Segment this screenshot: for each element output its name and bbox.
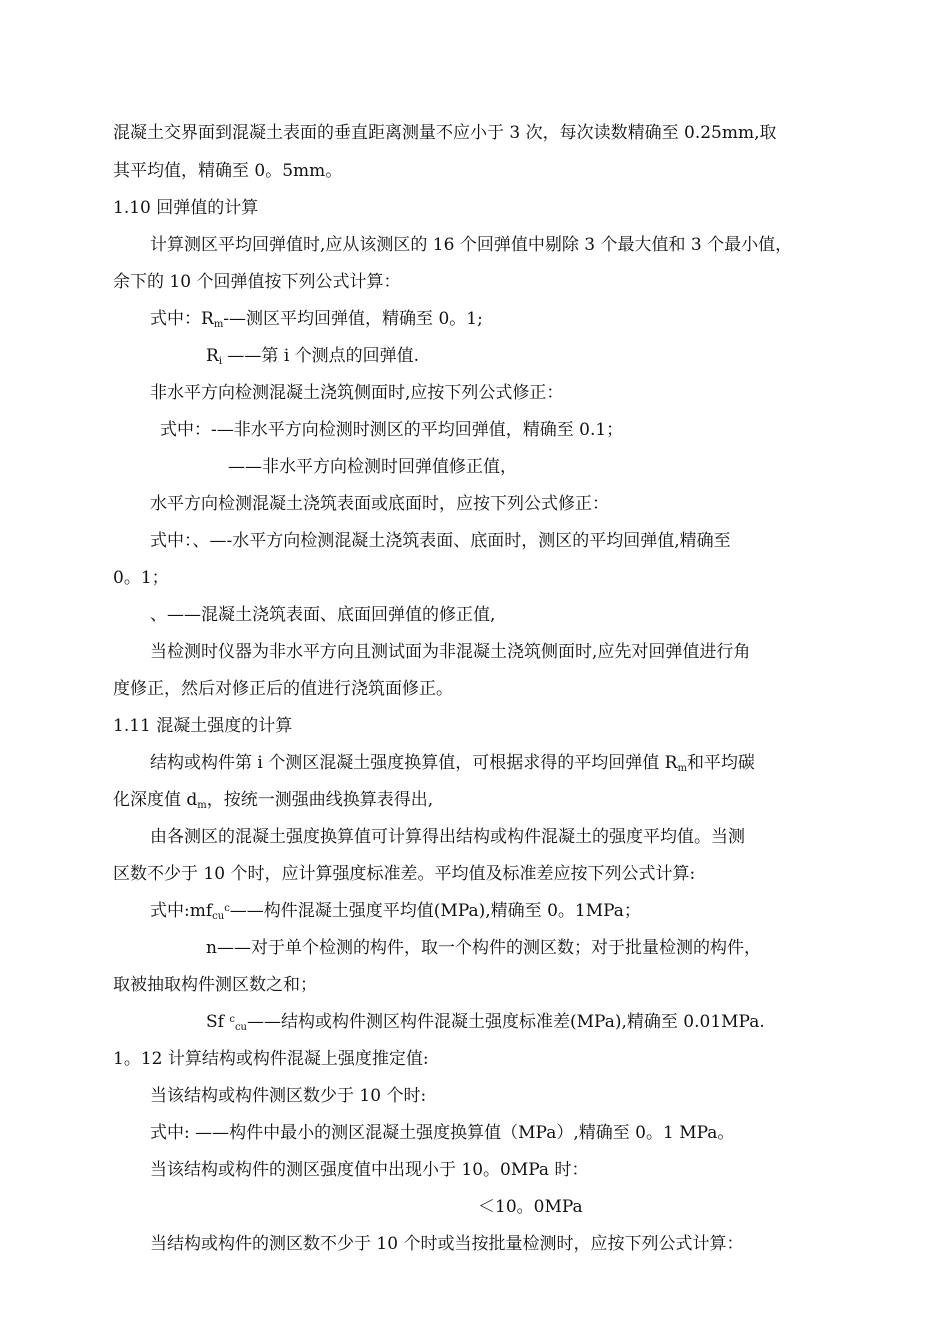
text: 结构或构件第 i 个测区混凝土强度换算值，可根据求得的平均回弹值 R <box>150 753 678 773</box>
where-clause-line: 0。1； <box>113 568 169 588</box>
text: Sf <box>206 1012 230 1032</box>
text: 式中:mf <box>150 901 213 921</box>
superscript: c <box>224 903 230 914</box>
text: ——构件混凝土强度平均值(MPa),精确至 0。1MPa； <box>229 901 641 921</box>
paragraph-line: 由各测区的混凝土强度换算值可计算得出结构或构件混凝土的强度平均值。当测 <box>150 827 745 847</box>
subscript: cu <box>234 1022 247 1033</box>
text: 和平均碳 <box>686 753 755 773</box>
text: -—测区平均回弹值，精确至 0。1; <box>223 309 483 329</box>
where-clause-line: ——非水平方向检测时回弹值修正值， <box>228 457 517 477</box>
paragraph-line <box>150 755 755 775</box>
text: R <box>206 346 219 366</box>
subscript: m <box>197 800 207 811</box>
paragraph-line: 当该结构或构件测区数少于 10 个时: <box>150 1086 427 1106</box>
paragraph-line: 度修正，然后对修正后的值进行浇筑面修正。 <box>113 679 453 699</box>
text: ，按统一测强曲线换算表得出, <box>206 790 434 810</box>
subscript: m <box>213 319 224 330</box>
text: 化深度值 d <box>113 790 198 810</box>
section-heading-1-10: 1.10 回弹值的计算 <box>113 198 259 218</box>
where-clause-line: 式中：、—-水平方向检测混凝土浇筑表面、底面时，测区的平均回弹值,精确至 <box>150 531 731 551</box>
where-clause-line: 取被抽取构件测区数之和； <box>113 975 317 995</box>
formula-line: ＜10。0MPa <box>478 1197 583 1217</box>
where-clause-line <box>206 1014 765 1034</box>
text: ——第 i 个测点的回弹值. <box>222 346 420 366</box>
section-heading-1-11: 1.11 混凝土强度的计算 <box>113 716 293 736</box>
text: ——结构或构件测区构件混凝土强度标准差(MPa),精确至 0.01MPa. <box>247 1012 765 1032</box>
paragraph-line: 计算测区平均回弹值时,应从该测区的 16 个回弹值中剔除 3 个最大值和 3 个最小值， <box>150 235 793 255</box>
where-clause-line <box>206 348 419 368</box>
subscript: m <box>677 763 687 774</box>
paragraph-line: 当结构或构件的测区数不少于 10 个时或当按批量检测时，应按下列公式计算： <box>150 1234 744 1254</box>
section-heading-1-12: 1。12 计算结构或构件混凝上强度推定值: <box>113 1049 429 1069</box>
where-clause-line: 式中：-—非水平方向检测时测区的平均回弹值，精确至 0.1； <box>160 420 624 440</box>
paragraph-line: 其平均值，精确至 0。5mm。 <box>113 161 343 181</box>
subscript: cu <box>212 911 225 922</box>
where-clause-line: n——对于单个检测的构件，取一个构件的测区数；对于批量检测的构件， <box>206 938 761 958</box>
text: 式中：R <box>150 309 214 329</box>
paragraph-line <box>113 792 433 812</box>
subscript: i <box>218 356 223 367</box>
paragraph-line: 非水平方向检测混凝土浇筑侧面时,应按下列公式修正： <box>150 383 564 403</box>
where-clause-line: 、——混凝土浇筑表面、底面回弹值的修正值, <box>150 605 496 625</box>
paragraph-line: 水平方向检测混凝土浇筑表面或底面时，应按下列公式修正： <box>150 494 609 514</box>
paragraph-line: 区数不少于 10 个时，应计算强度标准差。平均值及标准差应按下列公式计算: <box>113 864 696 884</box>
paragraph-line: 余下的 10 个回弹值按下列公式计算： <box>113 272 401 292</box>
paragraph-line: 当检测时仪器为非水平方向且测试面为非混凝土浇筑侧面时,应先对回弹值进行角 <box>150 642 751 662</box>
paragraph-line: 当该结构或构件的测区强度值中出现小于 10。0MPa 时： <box>150 1160 589 1180</box>
superscript: c <box>229 1014 235 1025</box>
paragraph-line: 混凝土交界面到混凝土表面的垂直距离测量不应小于 3 次，每次读数精确至 0.25mm,取 <box>113 123 777 143</box>
where-clause-line: 式中: ——构件中最小的测区混凝土强度换算值（MPa）,精确至 0。1 MPa。 <box>150 1123 735 1143</box>
where-clause-line <box>150 311 483 331</box>
where-clause-line <box>150 903 641 923</box>
